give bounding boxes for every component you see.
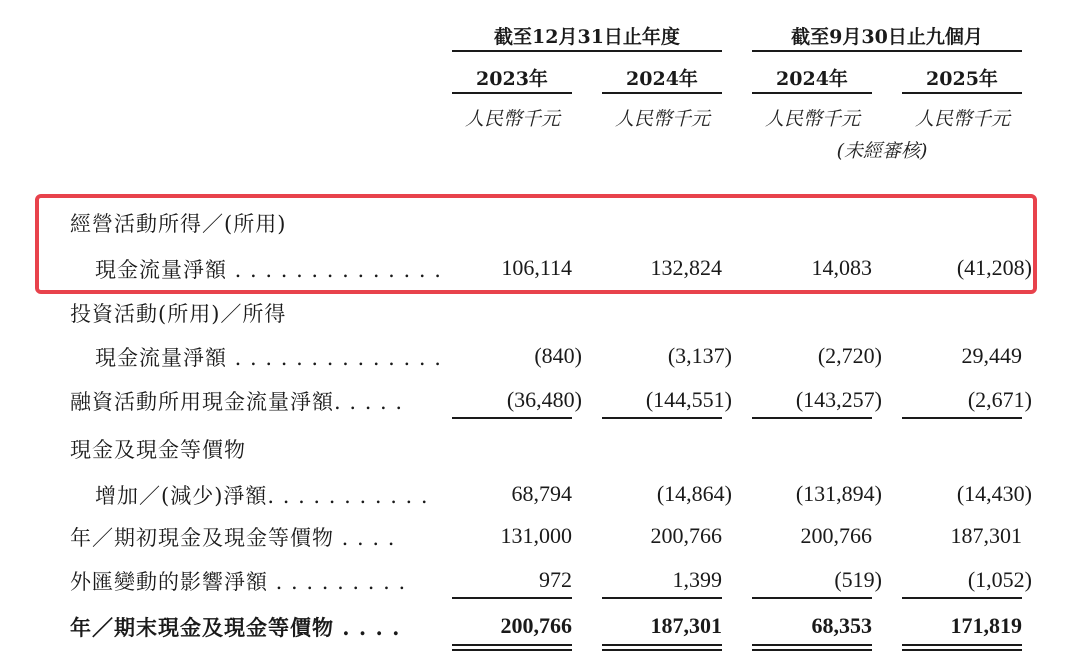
cell-net-change-2024: (14,864) (656, 481, 732, 506)
cell-opening-2025-9m: 187,301 (950, 523, 1022, 548)
cell-closing-2024-9m: 68,353 (811, 613, 872, 638)
row-label-investing-net: 現金流量淨額 . . . . . . . . . . . . . . (95, 346, 442, 370)
cell-financing-2025-9m: (2,671) (967, 387, 1032, 412)
total-double-rule-2a (602, 644, 722, 646)
row-label-financing-net: 融資活動所用現金流量淨額. . . . . (70, 390, 404, 414)
total-top-rule-1 (452, 597, 572, 599)
cell-closing-2024: 187,301 (650, 613, 722, 638)
header-group2-rule (752, 50, 1022, 52)
cell-investing-2023: (840) (534, 343, 582, 368)
cell-closing-2025-9m: 171,819 (950, 613, 1022, 638)
cell-opening-2023: 131,000 (500, 523, 572, 548)
cell-operating-2025-9m: (41,208) (956, 255, 1032, 280)
subtotal-rule-3 (752, 417, 872, 419)
cell-net-change-2024-9m: (131,894) (795, 481, 882, 506)
row-label-fx-effect: 外匯變動的影響淨額 . . . . . . . . . (70, 570, 407, 594)
cell-opening-2024-9m: 200,766 (800, 523, 872, 548)
cell-financing-2023: (36,480) (506, 387, 582, 412)
header-unit-1: 人民幣千元 (464, 108, 560, 130)
total-double-rule-1a (452, 644, 572, 646)
header-unaudited-note: (未經審核) (836, 140, 928, 162)
header-unit-3: 人民幣千元 (764, 108, 860, 130)
total-double-rule-4b (902, 649, 1022, 651)
total-double-rule-2b (602, 649, 722, 651)
header-year-rule-2 (602, 92, 722, 94)
cell-fx-2023: 972 (539, 567, 572, 592)
total-top-rule-4 (902, 597, 1022, 599)
header-year-rule-1 (452, 92, 572, 94)
row-label-operating-net: 現金流量淨額 . . . . . . . . . . . . . . (95, 258, 442, 282)
header-year-2024: 2024年 (626, 68, 698, 90)
header-year-2024-nine-months: 2024年 (776, 68, 848, 90)
total-double-rule-4a (902, 644, 1022, 646)
header-group-nine-months: 截至9月30日止九個月 (791, 26, 983, 48)
row-label-operating-heading: 經營活動所得／(所用) (70, 212, 287, 236)
total-double-rule-3a (752, 644, 872, 646)
row-label-investing-heading: 投資活動(所用)／所得 (70, 302, 287, 326)
cell-investing-2025-9m: 29,449 (961, 343, 1022, 368)
row-label-cash-heading: 現金及現金等價物 (70, 438, 246, 462)
row-label-opening-cash: 年／期初現金及現金等價物 . . . . (70, 526, 396, 550)
row-label-closing-cash: 年／期末現金及現金等價物 . . . . (70, 615, 401, 640)
cell-fx-2024-9m: (519) (834, 567, 882, 592)
header-group1-rule (452, 50, 722, 52)
cell-investing-2024: (3,137) (667, 343, 732, 368)
header-year-2025: 2025年 (926, 68, 998, 90)
header-year-2023: 2023年 (476, 68, 548, 90)
cell-operating-2024: 132,824 (650, 255, 722, 280)
header-unit-2: 人民幣千元 (614, 108, 710, 130)
header-year-rule-3 (752, 92, 872, 94)
cell-investing-2024-9m: (2,720) (817, 343, 882, 368)
cell-financing-2024: (144,551) (645, 387, 732, 412)
header-group-year-end: 截至12月31日止年度 (494, 26, 680, 48)
subtotal-rule-1 (452, 417, 572, 419)
total-double-rule-3b (752, 649, 872, 651)
cell-closing-2023: 200,766 (500, 613, 572, 638)
cell-fx-2024: 1,399 (672, 567, 722, 592)
cell-net-change-2025-9m: (14,430) (956, 481, 1032, 506)
total-top-rule-3 (752, 597, 872, 599)
subtotal-rule-4 (902, 417, 1022, 419)
header-year-rule-4 (902, 92, 1022, 94)
header-unit-4: 人民幣千元 (914, 108, 1010, 130)
cell-operating-2024-9m: 14,083 (811, 255, 872, 280)
total-top-rule-2 (602, 597, 722, 599)
total-double-rule-1b (452, 649, 572, 651)
cell-opening-2024: 200,766 (650, 523, 722, 548)
cell-financing-2024-9m: (143,257) (795, 387, 882, 412)
subtotal-rule-2 (602, 417, 722, 419)
cell-net-change-2023: 68,794 (511, 481, 572, 506)
cell-operating-2023: 106,114 (501, 255, 572, 280)
row-label-net-change: 增加／(減少)淨額. . . . . . . . . . . (95, 484, 429, 508)
cell-fx-2025-9m: (1,052) (967, 567, 1032, 592)
